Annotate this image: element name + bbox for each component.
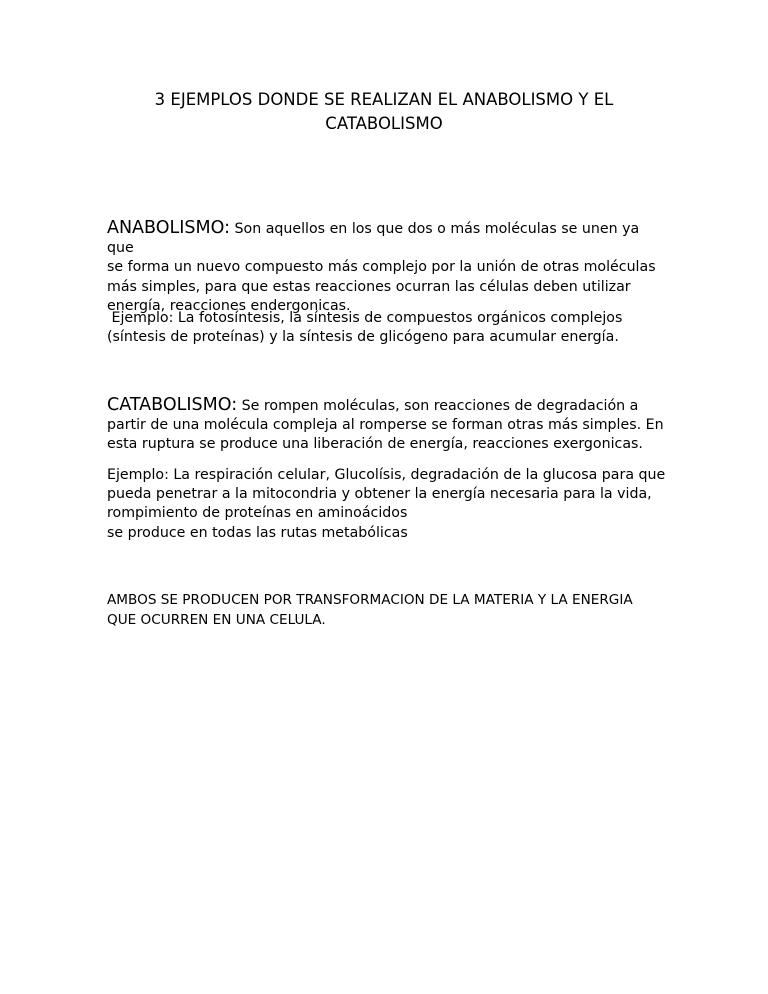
catabolismo-definition-line-3: esta ruptura se produce una liberación de energía, reacciones exergonicas. (107, 436, 643, 453)
anabolismo-definition-line-2: se forma un nuevo compuesto más complejo por la unión de otras moléculas (107, 259, 656, 276)
catabolismo-example-line-4: se produce en todas las rutas metabólicas (107, 524, 408, 541)
catabolismo-definition-line-1: Se rompen moléculas, son reacciones de degradación a (237, 398, 639, 414)
catabolismo-example-line-3: rompimiento de proteínas en aminoácidos (107, 505, 408, 522)
conclusion-paragraph (107, 590, 667, 630)
catabolismo-definition-paragraph (107, 396, 667, 455)
document-title (100, 88, 668, 136)
anabolismo-definition-paragraph (107, 219, 667, 316)
anabolismo-definition (107, 219, 667, 316)
catabolismo-example-paragraph (107, 466, 667, 543)
anabolismo-definition-line-1: Son aquellos en los que dos o más moléculas se unen ya que (107, 221, 640, 257)
catabolismo-example (107, 466, 667, 543)
anabolismo-heading: ANABOLISMO (107, 218, 225, 238)
conclusion (107, 590, 667, 630)
catabolismo-example-line-2: pueda penetrar a la mitocondria y obtener la energía necesaria para la vida, (107, 486, 652, 503)
catabolismo-heading: CATABOLISMO (107, 395, 232, 415)
catabolismo-definition-line-2: partir de una molécula compleja al romperse se forman otras más simples. En (107, 417, 664, 434)
conclusion-line-1: AMBOS SE PRODUCEN POR TRANSFORMACION DE LA MATERIA Y LA ENERGIA (107, 592, 633, 608)
anabolismo-definition-line-3: más simples, para que estas reacciones ocurran las células deben utilizar (107, 278, 631, 295)
anabolismo-example-line-2: (síntesis de proteínas) y la síntesis de glicógeno para acumular energía. (107, 329, 619, 346)
anabolismo-example-line-1: Ejemplo: La fotosíntesis, la síntesis de compuestos orgánicos complejos (107, 310, 623, 326)
catabolismo-example-line-1: Ejemplo: La respiración celular, Glucolísis, degradación de la glucosa para que (107, 467, 666, 483)
anabolismo-example-paragraph (107, 309, 667, 347)
catabolismo-heading-colon: : (231, 395, 238, 415)
title-line-2: CATABOLISMO (325, 114, 443, 133)
anabolismo-definition-line-4: energía, reacciones endergonicas. (107, 297, 351, 314)
catabolismo-definition (107, 396, 667, 455)
anabolismo-example (107, 309, 667, 347)
title-line-1: 3 EJEMPLOS DONDE SE REALIZAN EL ANABOLISMO Y EL (154, 90, 614, 109)
conclusion-line-2: QUE OCURREN EN UNA CELULA. (107, 612, 326, 628)
anabolismo-heading-colon: : (224, 218, 230, 238)
